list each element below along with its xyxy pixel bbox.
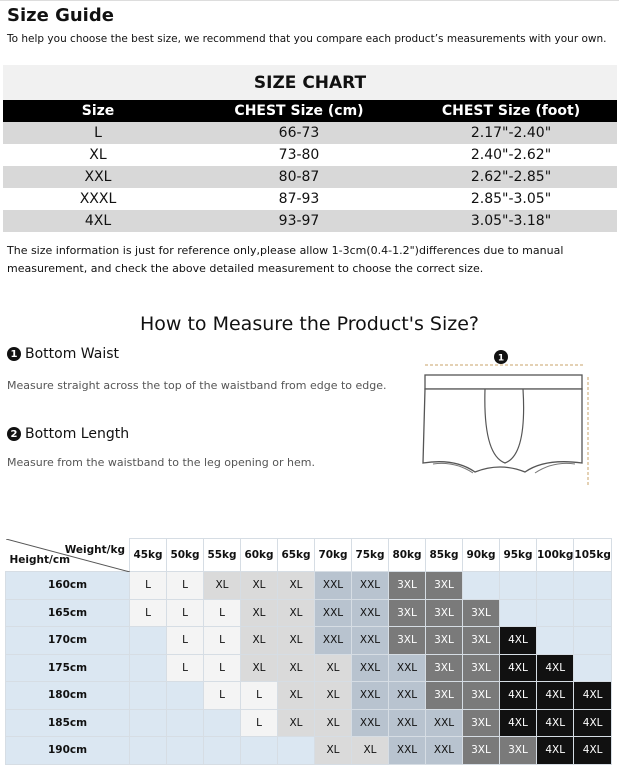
weight-axis-label: Weight/kg: [64, 543, 125, 556]
chest-cm-cell: 66-73: [278, 125, 320, 141]
size-recommendation-cell: L: [167, 654, 204, 682]
size-recommendation-cell: 3XL: [463, 709, 500, 737]
size-recommendation-cell: L: [204, 627, 241, 655]
size-recommendation-cell: 3XL: [426, 599, 463, 627]
size-recommendation-cell: L: [204, 654, 241, 682]
marker-one-label: 1: [497, 353, 505, 364]
size-recommendation-cell: [537, 572, 574, 600]
size-recommendation-cell: XXL: [389, 654, 426, 682]
column-header-chest-foot: CHEST Size (foot): [441, 103, 581, 119]
number-one-icon: 1: [7, 347, 21, 361]
size-recommendation-cell: 3XL: [426, 627, 463, 655]
size-chart-title: SIZE CHART: [3, 65, 617, 100]
size-recommendation-cell: XL: [204, 572, 241, 600]
size-recommendation-cell: L: [130, 572, 167, 600]
size-chart: [3, 65, 617, 232]
table-row: [3, 210, 617, 232]
weight-header-cell: 105kg: [574, 539, 611, 572]
size-recommendation-cell: [241, 737, 278, 765]
weight-header-cell: 90kg: [463, 539, 500, 572]
size-recommendation-cell: [130, 682, 167, 710]
size-recommendation-cell: 3XL: [463, 627, 500, 655]
size-recommendation-cell: 3XL: [389, 627, 426, 655]
size-recommendation-cell: 4XL: [537, 709, 574, 737]
weight-header-cell: 100kg: [537, 539, 574, 572]
size-recommendation-cell: 3XL: [426, 682, 463, 710]
size-recommendation-cell: [204, 709, 241, 737]
table-row: [6, 572, 612, 600]
height-cell: 175cm: [6, 654, 130, 682]
size-recommendation-cell: L: [241, 682, 278, 710]
page-title: Size Guide: [7, 5, 114, 26]
size-recommendation-cell: L: [204, 682, 241, 710]
size-recommendation-cell: [167, 682, 204, 710]
size-recommendation-cell: XL: [278, 627, 315, 655]
size-recommendation-cell: 3XL: [463, 599, 500, 627]
bottom-length-title: Bottom Length: [25, 426, 130, 442]
size-recommendation-cell: XL: [278, 682, 315, 710]
briefs-diagram: [415, 345, 605, 495]
size-recommendation-cell: XXL: [315, 627, 352, 655]
size-recommendation-cell: XL: [278, 599, 315, 627]
bottom-waist-title: Bottom Waist: [25, 346, 120, 362]
size-recommendation-cell: XL: [315, 709, 352, 737]
size-recommendation-cell: 4XL: [500, 627, 537, 655]
size-recommendation-cell: XL: [241, 599, 278, 627]
bottom-length-description: Measure from the waistband to the leg opening or hem.: [7, 456, 315, 469]
number-two-icon: 2: [7, 427, 21, 441]
size-recommendation-cell: [574, 654, 611, 682]
chest-foot-cell: 2.40"-2.62": [470, 147, 552, 163]
table-row: [6, 709, 612, 737]
size-recommendation-cell: 4XL: [537, 654, 574, 682]
size-recommendation-cell: 4XL: [500, 654, 537, 682]
bottom-length-label: [7, 426, 129, 442]
size-recommendation-cell: [167, 737, 204, 765]
size-recommendation-cell: XXL: [389, 682, 426, 710]
chest-foot-cell: 2.62"-2.85": [470, 169, 552, 185]
weight-header-cell: 80kg: [389, 539, 426, 572]
weight-header-cell: 75kg: [352, 539, 389, 572]
size-recommendation-cell: L: [167, 627, 204, 655]
size-recommendation-cell: [130, 627, 167, 655]
weight-header-cell: 95kg: [500, 539, 537, 572]
size-recommendation-cell: XXL: [315, 599, 352, 627]
size-recommendation-cell: XXL: [426, 709, 463, 737]
size-recommendation-cell: [130, 654, 167, 682]
weight-header-cell: 85kg: [426, 539, 463, 572]
size-recommendation-cell: XL: [241, 627, 278, 655]
size-recommendation-cell: XXL: [389, 709, 426, 737]
table-row: [3, 188, 617, 210]
size-recommendation-cell: 3XL: [463, 737, 500, 765]
height-axis-label: Height/cm: [9, 554, 71, 566]
size-recommendation-cell: 4XL: [537, 682, 574, 710]
height-cell: 185cm: [6, 709, 130, 737]
size-recommendation-cell: XL: [278, 709, 315, 737]
size-recommendation-cell: 4XL: [574, 737, 611, 765]
chest-cm-cell: 73-80: [278, 147, 320, 163]
size-recommendation-cell: XL: [278, 654, 315, 682]
size-cell: XL: [89, 147, 107, 163]
size-recommendation-cell: XL: [278, 572, 315, 600]
size-recommendation-cell: XXL: [352, 599, 389, 627]
weight-header-cell: 55kg: [204, 539, 241, 572]
size-recommendation-cell: L: [130, 599, 167, 627]
top-rule: [0, 0, 619, 1]
table-row: [6, 627, 612, 655]
table-row: [3, 166, 617, 188]
weight-header-cell: 60kg: [241, 539, 278, 572]
size-recommendation-cell: XL: [315, 654, 352, 682]
how-to-measure-title: How to Measure the Product's Size?: [139, 313, 479, 335]
size-recommendation-cell: XXL: [352, 572, 389, 600]
table-row: [3, 122, 617, 144]
size-recommendation-cell: XXL: [352, 709, 389, 737]
size-recommendation-cell: 4XL: [500, 709, 537, 737]
size-recommendation-cell: 3XL: [426, 572, 463, 600]
size-recommendation-cell: 3XL: [426, 654, 463, 682]
size-cell: XXL: [84, 169, 112, 185]
size-recommendation-cell: XXL: [315, 572, 352, 600]
table-row: [3, 144, 617, 166]
brief-body-shape: [423, 389, 582, 472]
size-recommendation-cell: XXL: [352, 654, 389, 682]
size-recommendation-cell: XL: [315, 737, 352, 765]
size-chart-header: [3, 100, 617, 122]
page-subtitle: To help you choose the best size, we recommend that you compare each product’s measurements with your own.: [7, 33, 607, 45]
size-recommendation-cell: L: [167, 599, 204, 627]
height-cell: 160cm: [6, 572, 130, 600]
weight-height-table: [5, 538, 612, 765]
size-recommendation-cell: [500, 572, 537, 600]
size-recommendation-cell: [574, 599, 611, 627]
table-row: [6, 654, 612, 682]
size-recommendation-cell: [537, 599, 574, 627]
size-recommendation-cell: 3XL: [463, 654, 500, 682]
waistband-shape: [425, 375, 582, 389]
chest-cm-cell: 87-93: [278, 191, 320, 207]
bottom-waist-label: [7, 346, 119, 362]
size-recommendation-cell: 4XL: [500, 682, 537, 710]
size-recommendation-cell: XXL: [352, 682, 389, 710]
size-recommendation-cell: [463, 572, 500, 600]
size-recommendation-cell: XL: [241, 654, 278, 682]
table-row: [6, 599, 612, 627]
size-recommendation-cell: [167, 709, 204, 737]
size-recommendation-cell: [574, 572, 611, 600]
table-corner: [6, 539, 130, 572]
chest-cm-cell: 93-97: [278, 213, 320, 229]
table-row: [6, 737, 612, 765]
bottom-waist-description: Measure straight across the top of the waistband from edge to edge.: [7, 379, 387, 392]
size-cell: XXXL: [79, 191, 117, 207]
size-recommendation-cell: [130, 737, 167, 765]
chest-cm-cell: 80-87: [278, 169, 320, 185]
size-recommendation-cell: [574, 627, 611, 655]
size-recommendation-cell: L: [241, 709, 278, 737]
weight-header-cell: 50kg: [167, 539, 204, 572]
size-recommendation-cell: [537, 627, 574, 655]
chest-foot-cell: 2.85"-3.05": [470, 191, 552, 207]
size-recommendation-cell: 4XL: [574, 682, 611, 710]
size-recommendation-cell: XL: [241, 572, 278, 600]
height-cell: 180cm: [6, 682, 130, 710]
column-header-size: Size: [81, 103, 115, 119]
size-recommendation-cell: 4XL: [574, 709, 611, 737]
size-recommendation-cell: XXL: [389, 737, 426, 765]
size-recommendation-cell: 3XL: [389, 572, 426, 600]
size-recommendation-cell: L: [204, 599, 241, 627]
chest-foot-cell: 2.17"-2.40": [470, 125, 552, 141]
size-cell: 4XL: [84, 213, 112, 229]
size-recommendation-cell: XL: [352, 737, 389, 765]
size-recommendation-cell: 3XL: [500, 737, 537, 765]
height-cell: 170cm: [6, 627, 130, 655]
height-cell: 190cm: [6, 737, 130, 765]
size-recommendation-cell: L: [167, 572, 204, 600]
size-recommendation-cell: XXL: [426, 737, 463, 765]
weight-header-cell: 70kg: [315, 539, 352, 572]
size-recommendation-cell: XXL: [352, 627, 389, 655]
table-row: [6, 682, 612, 710]
weight-header-row: [6, 539, 612, 572]
height-cell: 165cm: [6, 599, 130, 627]
size-recommendation-cell: 4XL: [537, 737, 574, 765]
weight-header-cell: 45kg: [130, 539, 167, 572]
size-recommendation-cell: XL: [315, 682, 352, 710]
size-recommendation-cell: [204, 737, 241, 765]
size-recommendation-cell: [500, 599, 537, 627]
size-recommendation-cell: 3XL: [463, 682, 500, 710]
size-recommendation-cell: 3XL: [389, 599, 426, 627]
size-recommendation-cell: [278, 737, 315, 765]
size-recommendation-cell: [130, 709, 167, 737]
size-note: The size information is just for reference only,please allow 1-3cm(0.4-1.2")differences due to manual measurement, and check the above detailed measurement to choose the correct size.: [7, 244, 564, 275]
chest-foot-cell: 3.05"-3.18": [470, 213, 552, 229]
size-cell: L: [94, 125, 102, 141]
weight-header-cell: 65kg: [278, 539, 315, 572]
column-header-chest-cm: CHEST Size (cm): [234, 103, 364, 119]
